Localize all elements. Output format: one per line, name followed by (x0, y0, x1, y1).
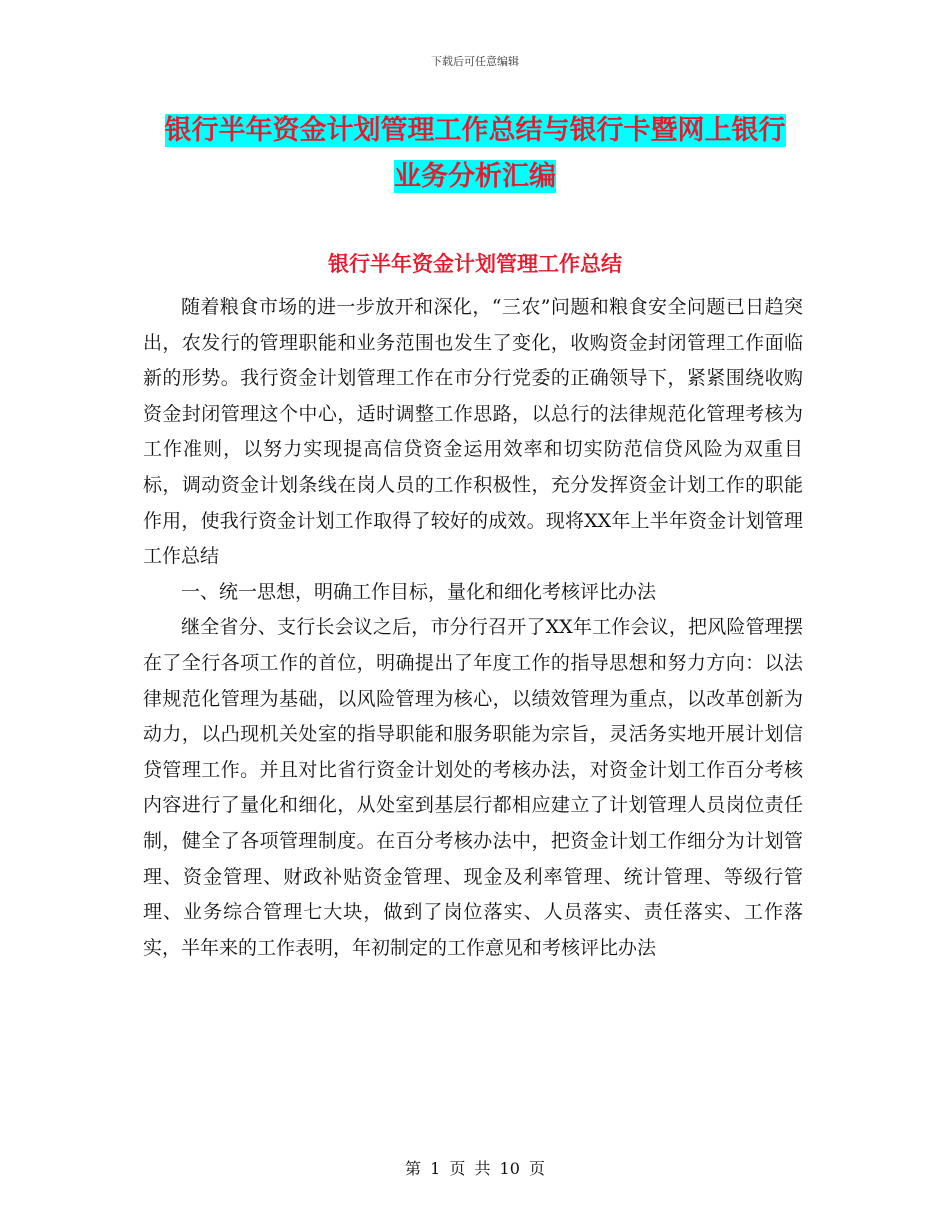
paragraph: 随着粮食市场的进一步放开和深化，“三农”问题和粮食安全问题已日趋突出，农发行的管理职能和业务范围也发生了变化，收购资金封闭管理工作面临新的形势。我行资金计划管理工作在市分行党委的正确领导下，紧紧围绕收购资金封闭管理这个中心，适时调整工作思路，以总行的法律规范化管理考核为工作准则，以努力实现提高信贷资金运用效率和切实防范信贷风险为双重目标，调动资金计划条线在岗人员的工作积极性，充分发挥资金计划工作的职能作用，使我行资金计划工作取得了较好的成效。现将XX年上半年资金计划管理工作总结 (143, 296, 803, 568)
section-title: 银行半年资金计划管理工作总结 (328, 251, 622, 276)
page-footer: 第 1 页 共 10 页 (405, 1159, 545, 1178)
document-title-line2: 业务分析汇编 (394, 161, 556, 192)
document-title-line1: 银行半年资金计划管理工作总结与银行卡暨网上银行 (164, 115, 786, 146)
header-note: 下载后可任意编辑 (431, 55, 519, 68)
document-title (0, 108, 950, 200)
document-body (143, 290, 803, 966)
section-heading: 一、统一思想，明确工作目标，量化和细化考核评比办法 (181, 580, 657, 603)
paragraph: 继全省分、支行长会议之后，市分行召开了XX年工作会议，把风险管理摆在了全行各项工作的首位，明确提出了年度工作的指导思想和努力方向：以法律规范化管理为基础，以风险管理为核心，以绩效管理为重点，以改革创新为动力，以凸现机关处室的指导职能和服务职能为宗旨，灵活务实地开展计划信贷管理工作。并且对比省行资金计划处的考核办法，对资金计划工作百分考核内容进行了量化和细化，从处室到基层行都相应建立了计划管理人员岗位责任制，健全了各项管理制度。在百分考核办法中，把资金计划工作细分为计划管理、资金管理、财政补贴资金管理、现金及利率管理、统计管理、等级行管理、业务综合管理七大块，做到了岗位落实、人员落实、责任落实、工作落实，半年来的工作表明，年初制定的工作意见和考核评比办法 (143, 616, 803, 959)
